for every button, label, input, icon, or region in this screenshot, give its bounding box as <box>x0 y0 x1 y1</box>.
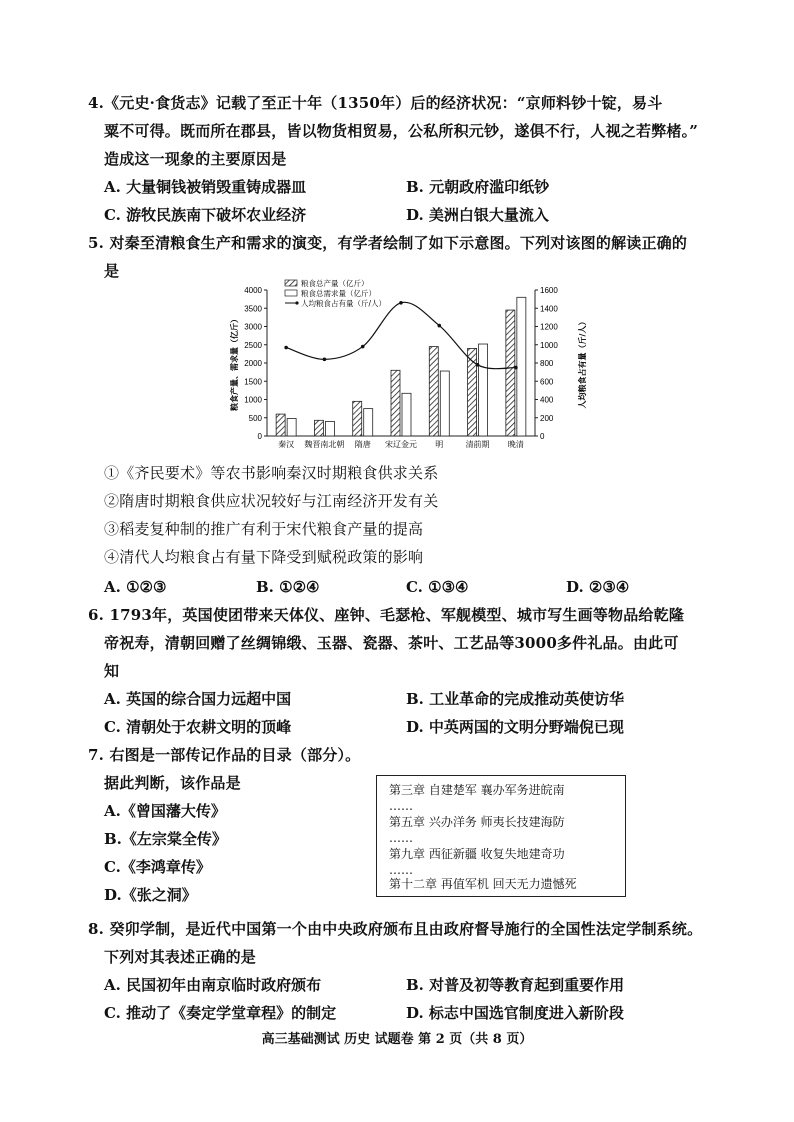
per-capita-point <box>399 301 403 305</box>
bar-production <box>314 420 323 436</box>
q5-statement-1: ①《齐民要术》等农书影响秦汉时期粮食供求关系 <box>104 464 439 482</box>
bar-demand <box>440 371 449 436</box>
q4-option-b: B. 元朝政府滥印纸钞 <box>406 178 550 196</box>
y-axis-title: 粮食产量、需求量（亿斤） <box>230 315 239 411</box>
q6-option-a: A. 英国的综合国力远超中国 <box>104 690 292 708</box>
bar-demand <box>287 418 296 436</box>
q6-line3: 知 <box>104 662 120 680</box>
q5-statement-4: ④清代人均粮食占有量下降受到赋税政策的影响 <box>104 548 424 566</box>
per-capita-point <box>323 358 327 362</box>
right-tick-label: 1000 <box>540 340 558 350</box>
legend-swatch-production <box>285 280 297 286</box>
q6-option-b: B. 工业革命的完成推动英使访华 <box>406 690 625 708</box>
q8-option-d: D. 标志中国选官制度进入新阶段 <box>406 1004 624 1022</box>
q8-line2: 下列对其表述正确的是 <box>104 948 257 966</box>
q6-option-d: D. 中英两国的文明分野端倪已现 <box>406 718 624 736</box>
q5-option-b: B. ①②④ <box>256 578 320 596</box>
left-tick-label: 2500 <box>244 340 262 350</box>
legend-label-per-capita: 人均粮食占有量（斤/人） <box>301 299 387 308</box>
right-tick-label: 800 <box>540 359 554 368</box>
right-tick-label: 1200 <box>540 322 558 332</box>
bar-production <box>506 310 515 436</box>
q5-statement-3: ③稻麦复种制的推广有利于宋代粮食产量的提高 <box>104 520 424 538</box>
per-capita-point <box>437 324 441 328</box>
toc-line-4: 第十二章 再值军机 回天无力遗憾死 <box>389 877 577 891</box>
q7-option-d: D.《张之洞》 <box>104 886 197 904</box>
bar-demand <box>479 344 488 436</box>
bar-demand <box>364 409 373 436</box>
left-tick-label: 3000 <box>244 322 262 332</box>
q6-line2: 帝祝寿，清朝回赠了丝绸锦缎、玉器、瓷器、茶叶、工艺品等3000多件礼品。由此可 <box>104 634 679 652</box>
toc-box <box>376 775 626 897</box>
grain-chart <box>225 276 595 451</box>
x-tick-label: 清前期 <box>465 440 490 449</box>
left-tick-label: 2000 <box>244 359 262 368</box>
right-tick-label: 1600 <box>540 286 558 295</box>
q5-option-c: C. ①③④ <box>406 578 469 596</box>
bar-demand <box>325 421 334 436</box>
q5-line1: 5. 对秦至清粮食生产和需求的演变，有学者绘制了如下示意图。下列对该图的解读正确的 <box>88 234 688 252</box>
q7-line1: 7. 右图是一部传记作品的目录（部分）。 <box>88 746 361 764</box>
q5-option-d: D. ②③④ <box>566 578 630 596</box>
x-tick-label: 明 <box>435 440 444 449</box>
bar-production <box>276 414 285 436</box>
q4-option-d: D. 美洲白银大量流入 <box>406 206 549 224</box>
left-tick-label: 1000 <box>244 395 262 405</box>
q8-option-c: C. 推动了《奏定学堂章程》的制定 <box>104 1004 337 1022</box>
page-footer: 高三基础测试 历史 试题卷 第 2 页（共 8 页） <box>261 1032 533 1047</box>
bar-production <box>391 370 400 436</box>
per-capita-point <box>476 363 480 367</box>
right-tick-label: 0 <box>540 432 545 441</box>
q5-option-a: A. ①②③ <box>104 578 167 596</box>
left-tick-label: 0 <box>257 432 262 441</box>
y-axis-title-right: 人均粮食占有量（斤/人） <box>578 317 587 409</box>
left-tick-label: 3500 <box>244 304 262 314</box>
x-tick-label: 秦汉 <box>278 440 295 449</box>
q7-line2: 据此判断，该作品是 <box>104 774 241 792</box>
toc-ellipsis-1: …… <box>389 799 413 813</box>
toc-ellipsis-2: …… <box>389 831 413 845</box>
per-capita-point <box>284 346 288 350</box>
q5-statement-2: ②隋唐时期粮食供应状况较好与江南经济开发有关 <box>104 492 439 510</box>
q6-option-c: C. 清朝处于农耕文明的顶峰 <box>104 718 292 736</box>
q8-option-b: B. 对普及初等教育起到重要作用 <box>406 976 625 994</box>
q7-option-a: A.《曾国藩大传》 <box>104 802 226 820</box>
q4-line3: 造成这一现象的主要原因是 <box>104 150 287 168</box>
left-tick-label: 4000 <box>244 286 262 295</box>
toc-line-2: 第五章 兴办洋务 师夷长技建海防 <box>389 815 565 829</box>
per-capita-point <box>514 366 518 370</box>
legend-marker-per-capita <box>295 301 298 304</box>
legend-label-demand: 粮食总需求量（亿斤） <box>301 289 376 298</box>
toc-line-1: 第三章 自建楚军 襄办军务进皖南 <box>389 783 565 797</box>
per-capita-point <box>361 345 365 349</box>
q4-line1: 4.《元史·食货志》记载了至正十年（1350年）后的经济状况：“京师料钞十锭，易斗 <box>88 94 663 112</box>
right-tick-label: 200 <box>540 413 554 423</box>
bar-demand <box>402 393 411 436</box>
q4-line2: 粟不可得。既而所在郡县，皆以物货相贸易，公私所积元钞，遂俱不行，人视之若弊楮。” <box>104 122 699 140</box>
legend-label-production: 粮食总产量（亿斤） <box>301 279 369 288</box>
q7-option-b: B.《左宗棠全传》 <box>104 830 227 848</box>
q6-line1: 6. 1793年，英国使团带来天体仪、座钟、毛瑟枪、军舰模型、城市写生画等物品给乾隆 <box>88 606 685 624</box>
legend-swatch-demand <box>285 290 297 296</box>
bar-production <box>429 347 438 436</box>
q4-option-c: C. 游牧民族南下破坏农业经济 <box>104 206 307 224</box>
q8-line1: 8. 癸卯学制，是近代中国第一个由中央政府颁布且由政府督导施行的全国性法定学制系统。 <box>88 920 703 938</box>
x-tick-label: 宋辽金元 <box>385 440 417 449</box>
q7-option-c: C.《李鸿章传》 <box>104 858 211 876</box>
q4-option-a: A. 大量铜钱被销毁重铸成器皿 <box>104 178 307 196</box>
left-tick-label: 500 <box>248 413 262 423</box>
x-tick-label: 魏晋南北朝 <box>304 440 345 449</box>
x-tick-label: 隋唐 <box>354 440 371 449</box>
right-tick-label: 400 <box>540 395 554 405</box>
bar-demand <box>517 297 526 436</box>
right-tick-label: 1400 <box>540 304 558 314</box>
toc-ellipsis-3: …… <box>389 863 413 877</box>
x-tick-label: 晚清 <box>507 440 524 449</box>
left-tick-label: 1500 <box>244 377 262 387</box>
q8-option-a: A. 民国初年由南京临时政府颁布 <box>104 976 322 994</box>
right-tick-label: 600 <box>540 377 554 387</box>
bar-production <box>353 401 362 436</box>
q5-line2: 是 <box>104 262 120 280</box>
toc-line-3: 第九章 西征新疆 收复失地建奇功 <box>389 847 565 861</box>
